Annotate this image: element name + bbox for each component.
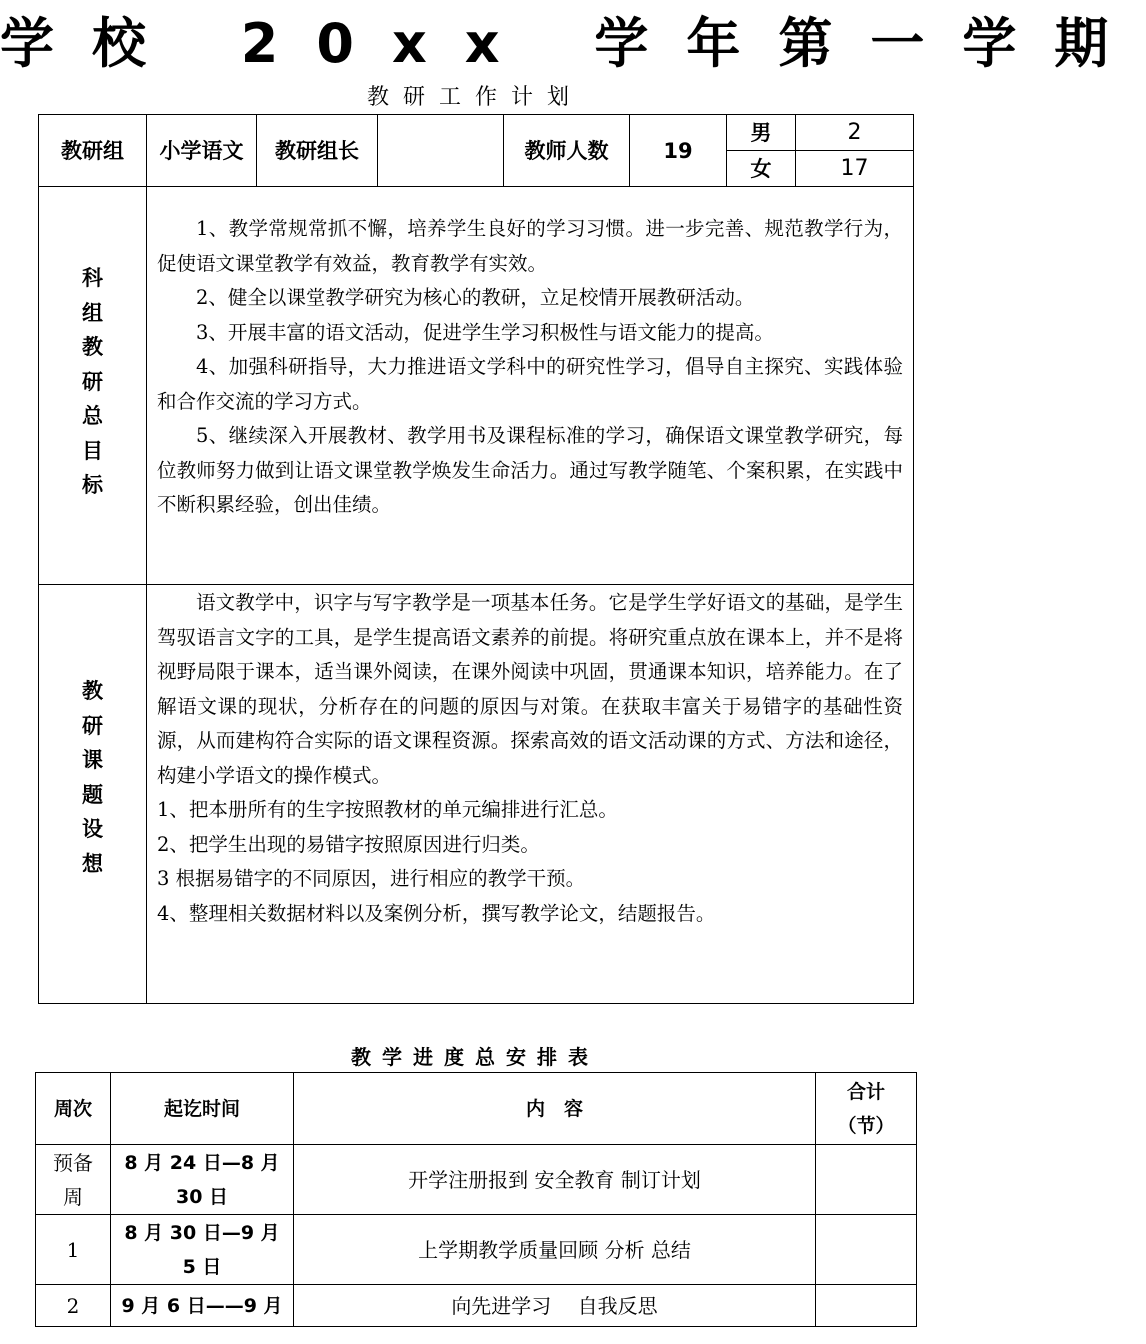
female-value: 17 <box>796 151 914 187</box>
page-subtitle: 教研工作计划 <box>366 85 583 110</box>
table-row <box>36 1215 917 1285</box>
total-cell <box>816 1285 917 1327</box>
dates-header: 起讫时间 <box>111 1073 294 1145</box>
group-label: 教研组 <box>39 115 147 187</box>
topic-item: 2、把学生出现的易错字按照原因进行归类。 <box>157 832 540 856</box>
male-label: 男 <box>727 115 796 151</box>
total-cell <box>816 1145 917 1215</box>
leader-value <box>378 115 504 187</box>
week-cell: 2 <box>36 1285 111 1327</box>
topic-item: 4、整理相关数据材料以及案例分析，撰写教学论文，结题报告。 <box>157 901 716 925</box>
dates-cell: 9 月 6 日——9 月 <box>111 1285 294 1327</box>
total-cell <box>816 1215 917 1285</box>
total-header: 合计（节） <box>816 1073 917 1145</box>
schedule-table <box>35 1072 917 1327</box>
leader-label: 教研组长 <box>257 115 378 187</box>
week-cell: 预备周 <box>36 1145 111 1215</box>
male-value: 2 <box>796 115 914 151</box>
week-header: 周次 <box>36 1073 111 1145</box>
goals-label: 科 组 教 研 总 目 标 <box>39 187 147 585</box>
goal-item: 1、教学常规常抓不懈，培养学生良好的学习习惯。进一步完善、规范教学行为，促使语文课堂教学有效益，教育教学有实效。 <box>157 217 903 275</box>
group-value: 小学语文 <box>147 115 257 187</box>
teacher-count-label: 教师人数 <box>504 115 630 187</box>
goal-item: 5、继续深入开展教材、教学用书及课程标准的学习，确保语文课堂教学研究，每位教师努力做到让语文课堂教学焕发生命活力。通过写教学随笔、个案积累，在实践中不断积累经验，创出佳绩。 <box>157 424 903 516</box>
content-cell: 向先进学习 自我反思 <box>294 1285 816 1327</box>
content-cell: 上学期教学质量回顾 分析 总结 <box>294 1215 816 1285</box>
goal-item: 3、开展丰富的语文活动，促进学生学习积极性与语文能力的提高。 <box>196 320 774 344</box>
plan-table <box>38 114 914 1004</box>
week-cell: 1 <box>36 1215 111 1285</box>
goal-item: 2、健全以课堂教学研究为核心的教研，立足校情开展教研活动。 <box>196 286 755 309</box>
dates-cell: 8 月 24 日—8 月 30 日 <box>111 1145 294 1215</box>
content-header: 内 容 <box>294 1073 816 1145</box>
page-title: 学校 20xx 学年第一学期 <box>0 12 1146 75</box>
teacher-count-value: 19 <box>630 115 727 187</box>
table-row <box>36 1145 917 1215</box>
topic-label: 教 研 课 题 设 想 <box>39 585 147 1004</box>
female-label: 女 <box>727 151 796 187</box>
dates-cell: 8 月 30 日—9 月 5 日 <box>111 1215 294 1285</box>
topic-item: 1、把本册所有的生字按照教材的单元编排进行汇总。 <box>157 798 618 821</box>
table-row <box>36 1285 917 1327</box>
schedule-title: 教学进度总安排表 <box>351 1045 599 1069</box>
topic-content <box>147 585 914 1004</box>
topic-intro: 语文教学中，识字与写字教学是一项基本任务。它是学生学好语文的基础，是学生驾驭语言文字的工具，是学生提高语文素养的前提。将研究重点放在课本上，并不是将视野局限于课本，适当课外阅读，在课外阅读中巩固，贯通课本知识，培养能力。在了解语文课的现状，分析存在的问题的原因与对策。在获取丰富关于易错字的基础性资源，从而建构符合实际的语文课程资源。探索高效的语文活动课的方式、方法和途径，构建小学语文的操作模式。 <box>157 591 903 787</box>
topic-item: 3 根据易错字的不同原因，进行相应的教学干预。 <box>157 867 586 890</box>
goals-content <box>147 187 914 585</box>
content-cell: 开学注册报到 安全教育 制订计划 <box>294 1145 816 1215</box>
goal-item: 4、加强科研指导，大力推进语文学科中的研究性学习，倡导自主探究、实践体验和合作交流的学习方式。 <box>157 355 903 413</box>
